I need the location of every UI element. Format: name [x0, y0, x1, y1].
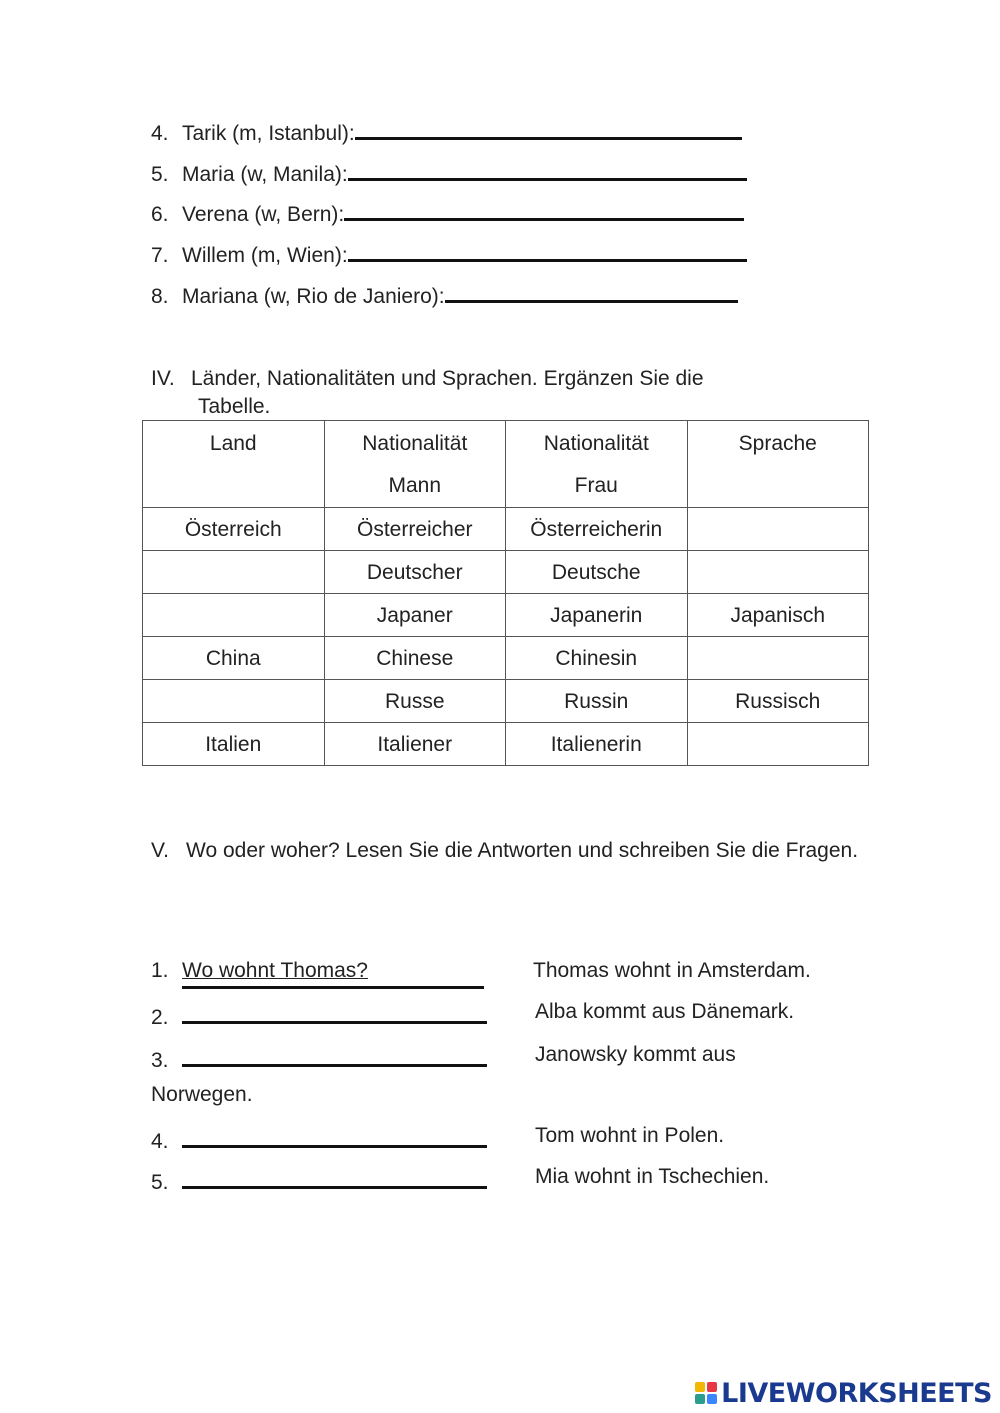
- answer-line[interactable]: [348, 259, 747, 262]
- logo-blocks-icon: [695, 1382, 717, 1404]
- liveworksheets-logo: [695, 1376, 992, 1410]
- table-cell: Japanerin: [506, 594, 688, 637]
- header-cell-nationality-woman: Nationalität Frau: [506, 421, 688, 508]
- answer-text: Mia wohnt in Tschechien.: [535, 1165, 770, 1188]
- logo-block: [695, 1382, 705, 1392]
- table-row: [143, 723, 869, 766]
- logo-block: [707, 1382, 717, 1392]
- name-item-prompt: Maria (w, Manila):: [182, 163, 348, 186]
- logo-block: [695, 1394, 705, 1404]
- answer-line[interactable]: [445, 300, 738, 303]
- answer-line[interactable]: [348, 178, 747, 181]
- question-row: 2.: [151, 997, 487, 1027]
- answer-text: Alba kommt aus Dänemark.: [535, 1000, 795, 1023]
- table-cell: Deutscher: [324, 551, 506, 594]
- table-cell: Österreicherin: [506, 508, 688, 551]
- question-row: 4.: [151, 1121, 487, 1151]
- table-cell: Russisch: [687, 680, 869, 723]
- question-line[interactable]: [182, 1162, 487, 1189]
- name-item-prompt: Willem (m, Wien):: [182, 244, 348, 267]
- name-item: 4. Tarik (m, Istanbul):: [151, 119, 742, 149]
- table-header-row: [143, 421, 869, 508]
- table-cell-blank[interactable]: [687, 551, 869, 594]
- table-cell: Österreicher: [324, 508, 506, 551]
- table-row: [143, 551, 869, 594]
- table-row: [143, 680, 869, 723]
- name-item-prompt: Verena (w, Bern):: [182, 203, 345, 226]
- header-cell-language: Sprache: [687, 421, 869, 508]
- answer-line[interactable]: [355, 137, 742, 140]
- table-cell-blank[interactable]: [143, 551, 325, 594]
- table-cell: Deutsche: [506, 551, 688, 594]
- question-row: 3.: [151, 1040, 487, 1070]
- table-cell-blank[interactable]: [687, 723, 869, 766]
- table-cell: China: [143, 637, 325, 680]
- table-cell: Japaner: [324, 594, 506, 637]
- nationality-table: [142, 420, 869, 766]
- answer-text: Tom wohnt in Polen.: [535, 1124, 725, 1147]
- table-cell: Russe: [324, 680, 506, 723]
- table-row: [143, 637, 869, 680]
- table-cell-blank[interactable]: [687, 508, 869, 551]
- table-cell: Japanisch: [687, 594, 869, 637]
- question-line[interactable]: [182, 1040, 487, 1067]
- name-item: 7. Willem (m, Wien):: [151, 241, 747, 271]
- name-item: 8. Mariana (w, Rio de Janiero):: [151, 282, 738, 312]
- table-cell-blank[interactable]: [687, 637, 869, 680]
- answer-text: Janowsky kommt aus: [535, 1043, 736, 1066]
- table-cell: Italienerin: [506, 723, 688, 766]
- name-item-prompt: Mariana (w, Rio de Janiero):: [182, 285, 445, 308]
- table-cell: Italiener: [324, 723, 506, 766]
- section-heading-iv: IV. Länder, Nationalitäten und Sprachen. Ergänzen Sie die Tabelle.: [151, 367, 704, 418]
- table-cell: Österreich: [143, 508, 325, 551]
- section-heading-v: V. Wo oder woher? Lesen Sie die Antworten und schreiben Sie die Fragen.: [151, 839, 859, 862]
- logo-block: [707, 1394, 717, 1404]
- answer-line[interactable]: [344, 218, 744, 221]
- table-cell: Italien: [143, 723, 325, 766]
- table-row: [143, 508, 869, 551]
- header-cell-nationality-man: Nationalität Mann: [324, 421, 506, 508]
- table-cell: Chinese: [324, 637, 506, 680]
- name-item-prompt: Tarik (m, Istanbul):: [182, 122, 355, 145]
- table-cell-blank[interactable]: [143, 680, 325, 723]
- table-row: [143, 594, 869, 637]
- question-row: 5.: [151, 1162, 487, 1192]
- question-line[interactable]: [182, 1121, 487, 1148]
- question-row: 1. Wo wohnt Thomas?: [151, 956, 484, 986]
- logo-text: LIVEWORKSHEETS: [721, 1377, 992, 1409]
- name-item: 5. Maria (w, Manila):: [151, 160, 747, 190]
- answer-text-wrap: Norwegen.: [151, 1083, 253, 1106]
- answer-text: Thomas wohnt in Amsterdam.: [533, 959, 811, 982]
- question-line-filled[interactable]: Wo wohnt Thomas?: [182, 956, 484, 989]
- table-cell-blank[interactable]: [143, 594, 325, 637]
- table-cell: Chinesin: [506, 637, 688, 680]
- name-item: 6. Verena (w, Bern):: [151, 200, 744, 230]
- table-cell: Russin: [506, 680, 688, 723]
- header-cell-land: Land: [143, 421, 325, 508]
- question-line[interactable]: [182, 997, 487, 1024]
